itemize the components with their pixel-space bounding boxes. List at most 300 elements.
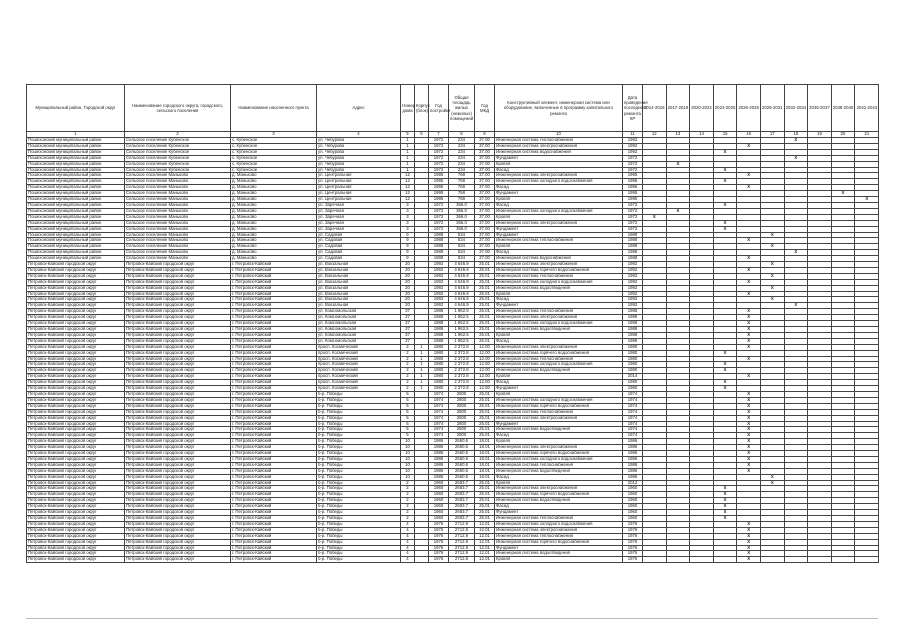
table-cell: Фундамент [495,421,623,427]
table-cell: Петровск-Кайский городской округ [125,279,231,285]
period-mark-cell [784,557,808,563]
table-cell: Фасад [495,338,623,344]
period-mark-cell: X [737,409,761,415]
table-cell: ул. Центральная [317,197,401,203]
table-cell: 1 962.5 [449,332,475,338]
table-cell: 1960 [429,504,449,510]
table-cell: 768 [449,197,475,203]
table-cell: 20 [401,297,415,303]
table-cell: Фасад [495,297,623,303]
table-cell: 1 [401,155,415,161]
table-cell: 2660.5 [449,451,475,457]
table-cell: 9 [401,238,415,244]
table-cell: 1980 [623,356,643,362]
period-mark-cell: X [713,386,737,392]
table-cell: Сельское поселение Маньково [125,202,231,208]
table-cell: 1 [401,138,415,144]
column-number: 11 [623,132,643,138]
table-cell: Сельское поселение Кубенское [125,161,231,167]
table-cell: г. Петровск-Кайский [231,421,317,427]
table-cell: Петровск-Кайский городской округ [125,498,231,504]
table-cell: Петровск-Кайский городской округ [125,504,231,510]
table-cell: ул. Заречная [317,214,401,220]
table-cell: Пошехонский муниципальный район [27,238,125,244]
table-cell: 1980 [429,362,449,368]
table-cell: ул. Вокзальная [317,267,401,273]
table-cell: Инженерная система водоотведения [495,368,623,374]
table-cell: д. Маньково [231,244,317,250]
table-cell: Сельское поселение Кубенское [125,149,231,155]
table-cell: 25.01 [475,279,495,285]
table-cell: Инженерная система холодного водоснабжения [495,279,623,285]
table-cell: Инженерная система холодного водоснабжения [495,521,623,527]
table-cell: г. Петровск-Кайский [231,386,317,392]
table-cell: Петровск-Кайский городской округ [125,332,231,338]
column-number: 21 [855,132,879,138]
table-cell: Инженерная система электроснабжения [495,262,623,268]
period-mark-cell: X [760,480,784,486]
table-cell: 37 [401,309,415,315]
table-cell: Петровск-Кайский городской округ [125,285,231,291]
table-cell: Сельское поселение Маньково [125,208,231,214]
period-mark-cell: X [737,256,761,262]
table-cell: г. Петровск-Кайский [231,557,317,563]
column-number: 10 [495,132,623,138]
table-cell: Петровск-Кайский городской округ [27,380,125,386]
table-cell: 1992 [623,143,643,149]
period-mark-cell: X [737,521,761,527]
table-cell: б-р. Победы [317,527,401,533]
table-cell: 2 [401,504,415,510]
table-cell: Петровск-Кайский городской округ [27,527,125,533]
table-cell: 234 [449,167,475,173]
table-cell: ул. Комсомольская [317,338,401,344]
table-cell: Пошехонский муниципальный район [27,256,125,262]
table-cell: Сельское поселение Маньково [125,173,231,179]
table-cell: 2 [401,362,415,368]
table-cell: 1995 [623,179,643,185]
table-cell: 1992 [429,279,449,285]
table-cell: Инженерная система холодного водоснабжения [495,179,623,185]
table-cell: Петровск-Кайский городской округ [125,368,231,374]
table-cell: 37.00 [475,244,495,250]
table-cell: Пошехонский муниципальный район [27,143,125,149]
table-cell: Пошехонский муниципальный район [27,179,125,185]
table-cell: Инженерная система теплоснабжения [495,309,623,315]
table-cell: г. Петровск-Кайский [231,309,317,315]
table-cell: 4 [401,527,415,533]
table-cell: просп. Космический [317,380,401,386]
table-cell: с. Кубенское [231,161,317,167]
table-cell: Петровск-Кайский городской округ [125,533,231,539]
table-cell: 1988 [429,244,449,250]
table-cell: 1980 [429,386,449,392]
table-cell: 1992 [623,303,643,309]
table-cell: 1974 [623,397,643,403]
table-cell: 1986 [429,439,449,445]
table-cell: 25.01 [475,262,495,268]
table-cell: 10 [401,468,415,474]
table-cell: г. Петровск-Кайский [231,362,317,368]
table-cell: 2800 [449,391,475,397]
table-cell: Петровск-Кайский городской округ [125,273,231,279]
period-mark-cell: X [737,533,761,539]
table-cell: г. Петровск-Кайский [231,332,317,338]
table-cell: д. Маньково [231,191,317,197]
period-mark-cell: X [737,451,761,457]
table-cell: г. Петровск-Кайский [231,279,317,285]
table-cell: 1988 [429,332,449,338]
table-cell: Инженерная система теплоснабжения [495,138,623,144]
table-cell: Инженерная система теплоснабжения [495,238,623,244]
table-cell: 1960 [623,492,643,498]
table-cell: 2 [401,516,415,522]
table-cell: Инженерная система теплоснабжения [495,462,623,468]
period-mark-cell: X [737,427,761,433]
column-number: 7 [429,132,449,138]
table-cell: Пошехонский муниципальный район [27,161,125,167]
table-cell: ул. Вокзальная [317,262,401,268]
table-cell: Кровля [495,439,623,445]
table-cell: 1986 [623,451,643,457]
table-cell: 1972 [623,155,643,161]
table-cell: 1974 [623,403,643,409]
table-cell: 534 [449,238,475,244]
period-mark-cell: X [737,462,761,468]
period-mark-cell: X [713,350,737,356]
table-cell: 1995 [429,191,449,197]
table-cell: 18.01 [475,439,495,445]
table-cell: б-р. Победы [317,421,401,427]
table-cell: 25.01 [475,421,495,427]
table-cell: 1960 [429,492,449,498]
table-cell: 1988 [623,244,643,250]
period-mark-cell: X [737,433,761,439]
table-cell: г. Петровск-Кайский [231,486,317,492]
column-header: 2026-2028 [737,85,761,132]
header-row [27,85,879,132]
table-cell: Инженерная система водоотведения [495,427,623,433]
table-cell: 1992 [429,291,449,297]
table-cell: Петровск-Кайский городской округ [125,439,231,445]
period-mark-cell: X [713,202,737,208]
table-cell: Петровск-Кайский городской округ [27,474,125,480]
table-cell: Петровск-Кайский городской округ [125,551,231,557]
table-cell: Петровск-Кайский городской округ [125,321,231,327]
table-cell: 1995 [623,191,643,197]
table-cell: 37.00 [475,232,495,238]
table-cell: 37.00 [475,250,495,256]
table-cell: г. Петровск-Кайский [231,521,317,527]
table-cell: 768 [449,191,475,197]
period-mark-cell [713,557,737,563]
table-cell: Кровля [495,332,623,338]
table-cell: 1980 [623,344,643,350]
table-cell: 1 [415,374,429,380]
table-cell: б-р. Победы [317,403,401,409]
table-cell: д. Маньково [231,220,317,226]
column-number: 14 [690,132,714,138]
table-cell: 1992 [429,285,449,291]
table-cell: 20 [401,273,415,279]
column-header: Адрес [317,85,401,132]
period-mark-cell: X [713,510,737,516]
table-cell: 1992 [623,279,643,285]
table-cell: д. Маньково [231,232,317,238]
table-cell: 37.00 [475,238,495,244]
table-cell: г. Петровск-Кайский [231,545,317,551]
table-cell: 1976 [623,551,643,557]
table-cell: г. Петровск-Кайский [231,551,317,557]
table-cell: 25.01 [475,498,495,504]
table-cell: Инженерная система холодного водоснабжения [495,208,623,214]
table-cell: 1980 [429,380,449,386]
table-cell: Пошехонский муниципальный район [27,208,125,214]
table-cell: б-р. Победы [317,516,401,522]
table-cell: просп. Космический [317,350,401,356]
table-cell: с. Кубенское [231,138,317,144]
table-cell: ул. Заречная [317,208,401,214]
table-cell: ул. Вокзальная [317,297,401,303]
table-cell: Инженерная система теплоснабжения [495,409,623,415]
table-cell: Пошехонский муниципальный район [27,244,125,250]
table-cell: Петровск-Кайский городской округ [125,397,231,403]
table-cell: г. Петровск-Кайский [231,516,317,522]
table-cell: Петровск-Кайский городской округ [125,557,231,563]
table-cell: 2 [401,486,415,492]
table-cell: г. Петровск-Кайский [231,527,317,533]
table-cell: 37 [401,315,415,321]
table-cell: 1972 [429,202,449,208]
table-cell: Фасад [495,474,623,480]
period-mark-cell: X [737,291,761,297]
column-header: 2038-2040 [831,85,855,132]
period-mark-cell: X [713,167,737,173]
column-number: 9 [475,132,495,138]
table-cell: 2800 [449,397,475,403]
table-cell: 37.00 [475,256,495,262]
table-cell: б-р. Победы [317,397,401,403]
table-cell [415,557,429,563]
table-cell: 1 [401,143,415,149]
table-cell: г. Петровск-Кайский [231,468,317,474]
table-cell: 1992 [429,297,449,303]
table-cell: д. Маньково [231,179,317,185]
table-cell: 4 646.9 [449,262,475,268]
table-cell: 4 646.9 [449,279,475,285]
table-cell: 1992 [623,267,643,273]
table-cell: Петровск-Кайский городской округ [27,551,125,557]
period-mark-cell: X [713,368,737,374]
table-cell: 2660.5 [449,439,475,445]
table-cell: Петровск-Кайский городской округ [125,356,231,362]
period-mark-cell: X [737,545,761,551]
table-cell: 1992 [429,303,449,309]
table-cell: г. Петровск-Кайский [231,273,317,279]
table-cell: 5 [401,433,415,439]
table-cell: б-р. Победы [317,451,401,457]
table-cell: ул. Садовая [317,256,401,262]
table-cell: 2 [401,480,415,486]
table-cell: г. Петровск-Кайский [231,338,317,344]
table-cell: Петровск-Кайский городской округ [125,350,231,356]
table-cell: 37 [401,321,415,327]
table-cell: 1974 [429,403,449,409]
table-cell: Петровск-Кайский городской округ [27,273,125,279]
table-cell: 4 [401,521,415,527]
table-cell: 1 [415,350,429,356]
table-cell: ул. Чебурова [317,143,401,149]
table-cell: Кровля [495,391,623,397]
table-cell: 1972 [623,161,643,167]
period-mark-cell: X [737,238,761,244]
table-cell: Петровск-Кайский городской округ [125,386,231,392]
table-cell: 1974 [623,421,643,427]
period-mark-cell [808,557,832,563]
column-header: Дата проведения последнего ремонта КР [623,85,643,132]
table-cell: б-р. Победы [317,456,401,462]
table-cell: 1972 [429,143,449,149]
table-cell: Петровск-Кайский городской округ [27,338,125,344]
table-cell: 1976 [623,533,643,539]
table-cell: Петровск-Кайский городской округ [125,315,231,321]
table-cell: 1992 [429,273,449,279]
period-mark-cell: X [737,403,761,409]
table-cell: ул. Чебурова [317,155,401,161]
table-cell: 20 [401,291,415,297]
table-cell: Петровск-Кайский городской округ [125,362,231,368]
period-mark-cell: X [760,232,784,238]
table-cell: 1974 [429,409,449,415]
period-mark-cell: X [713,362,737,368]
table-cell: 1 962.5 [449,338,475,344]
table-cell: 3 [401,202,415,208]
table-cell: Фасад [495,202,623,208]
column-header: Номер дома [401,85,415,132]
period-mark-cell: X [737,391,761,397]
column-number: 19 [808,132,832,138]
table-cell: 2 372.8 [449,386,475,392]
table-cell: 37.00 [475,149,495,155]
table-cell: 1972 [623,220,643,226]
table-cell: Петровск-Кайский городской округ [27,439,125,445]
table-cell: 366.0 [449,226,475,232]
table-cell: Петровск-Кайский городской округ [27,303,125,309]
table-cell: Кровля [495,214,623,220]
table-cell: Петровск-Кайский городской округ [125,539,231,545]
table-cell: 37.00 [475,167,495,173]
table-cell: Петровск-Кайский городской округ [27,498,125,504]
table-cell: г. Петровск-Кайский [231,427,317,433]
table-cell: Петровск-Кайский городской округ [27,374,125,380]
table-cell: 1960 [623,516,643,522]
period-mark-cell: X [737,344,761,350]
table-cell: Петровск-Кайский городской округ [27,368,125,374]
period-mark-cell: X [855,197,879,203]
period-mark-cell: X [737,356,761,362]
table-cell: 768 [449,173,475,179]
table-cell: 1976 [623,527,643,533]
table-cell: Петровск-Кайский городской округ [125,380,231,386]
table-cell: г. Петровск-Кайский [231,315,317,321]
column-number: 6 [415,132,429,138]
table-cell: г. Петровск-Кайский [231,539,317,545]
table-cell: 4 646.9 [449,303,475,309]
table-cell: Фасад [495,433,623,439]
table-cell: 234 [449,143,475,149]
period-mark-cell: X [713,226,737,232]
table-cell: 1986 [429,468,449,474]
table-cell: 1988 [623,321,643,327]
table-cell: 2 372.8 [449,356,475,362]
table-cell: 1986 [429,445,449,451]
table-cell: г. Петровск-Кайский [231,297,317,303]
table-cell: ул. Комсомольская [317,309,401,315]
table-cell: Инженерная система холодного водоснабжения [495,362,623,368]
table-cell: ул. Чебурова [317,167,401,173]
table-cell: г. Петровск-Кайский [231,462,317,468]
table-cell: г. Петровск-Кайский [231,397,317,403]
table-cell: Инженерная система теплоснабжения [495,273,623,279]
table-cell: 10 [401,439,415,445]
table-cell: 1972 [623,167,643,173]
table-cell: 366.0 [449,214,475,220]
column-header: 2023-2025 [713,85,737,132]
column-header: 2035-2037 [808,85,832,132]
table-cell: 234 [449,155,475,161]
table-cell: 1960 [429,480,449,486]
table-cell: Петровск-Кайский городской округ [27,545,125,551]
table-cell: Сельское поселение Кубенское [125,155,231,161]
period-mark-cell: X [713,220,737,226]
column-number: 16 [737,132,761,138]
table-cell: г. Петровск-Кайский [231,498,317,504]
column-header: 2017-2019 [666,85,690,132]
table-cell: 37.00 [475,214,495,220]
table-cell: г. Петровск-Кайский [231,350,317,356]
column-header: 2020-2022 [690,85,714,132]
table-cell: Пошехонский муниципальный район [27,197,125,203]
table-cell: 25.01 [475,397,495,403]
table-cell: Инженерная система горячего водоснабжения [495,267,623,273]
table-cell: Инженерная система электроснабжения [495,315,623,321]
table-cell: с. Кубенское [231,149,317,155]
period-mark-cell [666,557,690,563]
table-cell: б-р. Победы [317,545,401,551]
table-cell: 4 646.9 [449,291,475,297]
table-cell: 2 372.8 [449,344,475,350]
column-number: 17 [760,132,784,138]
table-cell: Петровск-Кайский городской округ [27,451,125,457]
column-number: 8 [449,132,475,138]
table-cell: Петровск-Кайский городской округ [125,267,231,273]
column-number: 5 [401,132,415,138]
column-number: 15 [713,132,737,138]
table-cell: 5 [401,421,415,427]
table-cell: 366.0 [449,208,475,214]
period-mark-cell [831,557,855,563]
table-cell: Инженерная система водоотведения [495,285,623,291]
table-cell: 25.01 [475,480,495,486]
period-mark-cell: X [737,468,761,474]
table-cell: 1960 [623,486,643,492]
period-mark-cell: X [713,179,737,185]
table-cell: ул. Садовая [317,250,401,256]
period-mark-cell: X [713,149,737,155]
table-cell: просп. Космический [317,368,401,374]
table-cell: Петровск-Кайский городской округ [27,386,125,392]
column-number: 4 [317,132,401,138]
